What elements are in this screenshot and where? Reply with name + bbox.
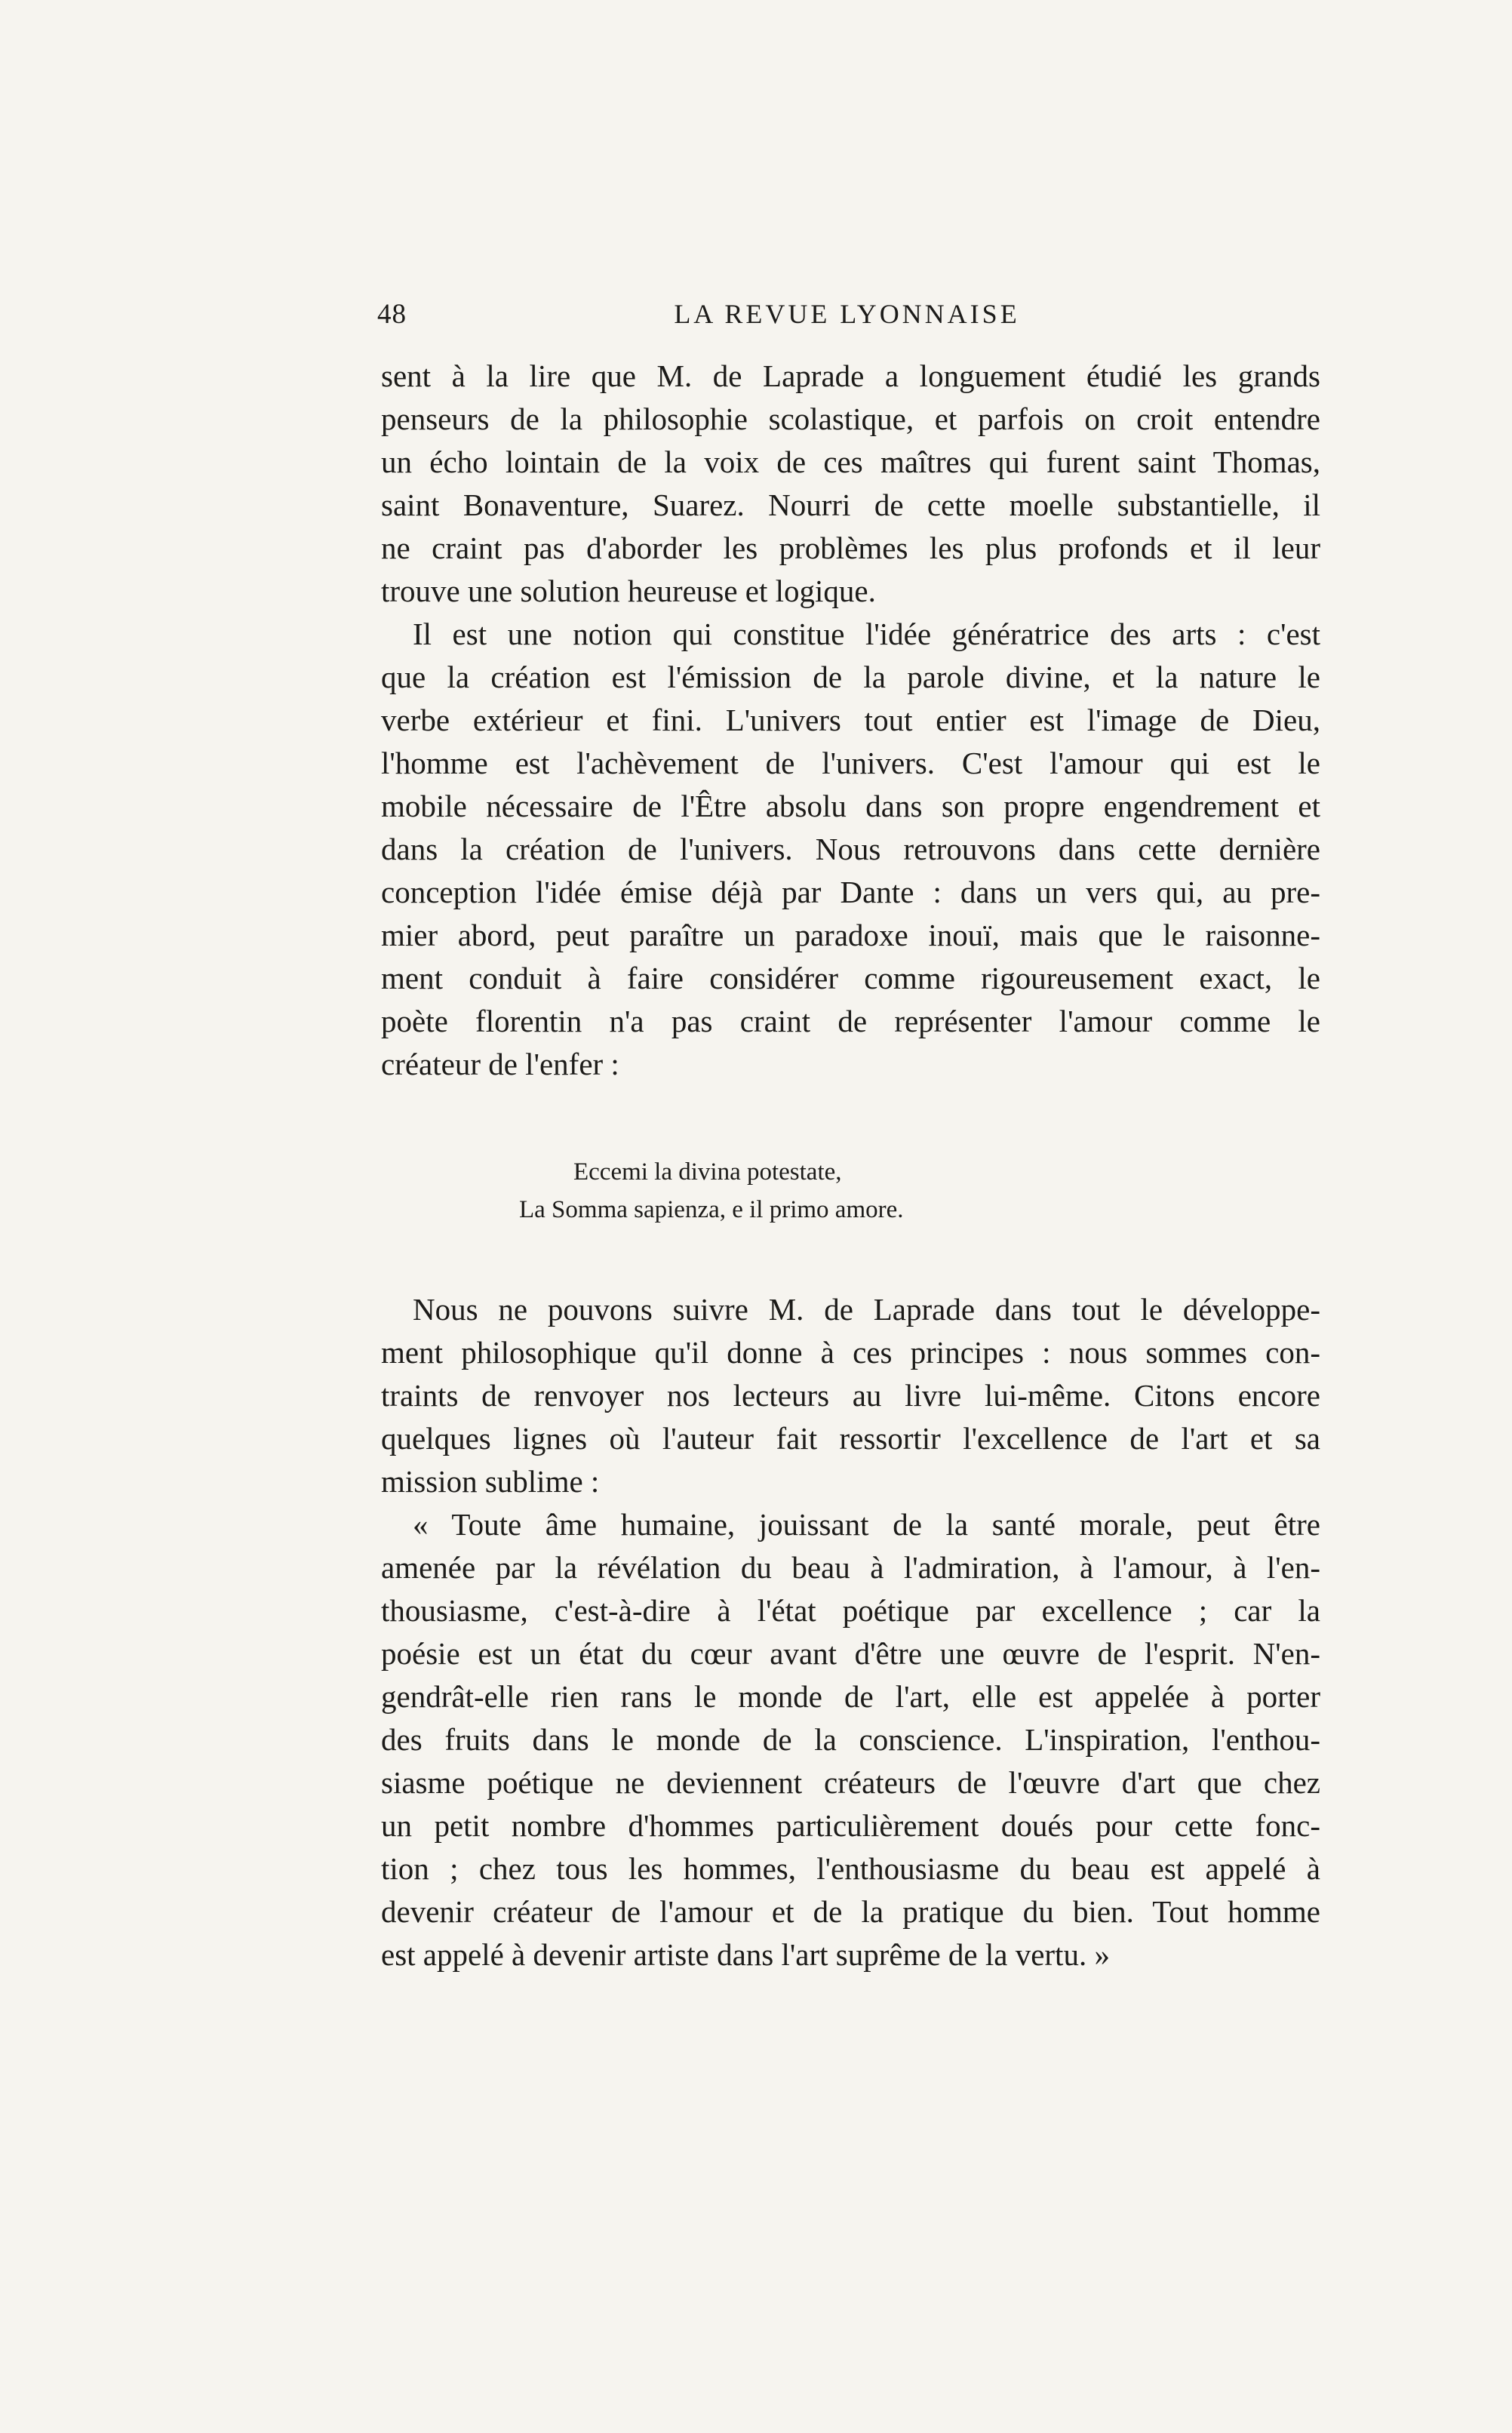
text-line: ment conduit à faire considérer comme rigoureusement exact, le: [381, 961, 1320, 995]
text-line: poète florentin n'a pas craint de représenter l'amour comme le: [381, 1004, 1320, 1038]
text-line: penseurs de la philosophie scolastique, et parfois on croit entendre: [381, 401, 1320, 436]
text-line: créateur de l'enfer :: [381, 1047, 619, 1081]
text-line: mier abord, peut paraître un paradoxe inouï, mais que le raisonne-: [381, 918, 1320, 952]
page-header: [377, 298, 1317, 343]
text-line: que la création est l'émission de la parole divine, et la nature le: [381, 660, 1320, 694]
text-line: sent à la lire que M. de Laprade a longuement étudié les grands: [381, 358, 1320, 393]
text-line: traints de renvoyer nos lecteurs au livre lui-même. Citons encore: [381, 1378, 1320, 1413]
text-line: tion ; chez tous les hommes, l'enthousiasme du beau est appelé à: [381, 1851, 1320, 1886]
text-line: verbe extérieur et fini. L'univers tout entier est l'image de Dieu,: [381, 703, 1320, 737]
text-line: thousiasme, c'est-à-dire à l'état poétique par excellence ; car la: [381, 1593, 1320, 1628]
text-line: poésie est un état du cœur avant d'être une œuvre de l'esprit. N'en-: [381, 1636, 1320, 1671]
text-line: siasme poétique ne deviennent créateurs de l'œuvre d'art que chez: [381, 1765, 1320, 1800]
text-line: saint Bonaventure, Suarez. Nourri de cette moelle substantielle, il: [381, 488, 1320, 522]
text-line: l'homme est l'achèvement de l'univers. C'est l'amour qui est le: [381, 746, 1320, 780]
text-line: un petit nombre d'hommes particulièrement doués pour cette fonc-: [381, 1808, 1320, 1843]
verse-line: La Somma sapienza, e il primo amore.: [519, 1196, 904, 1223]
text-line: Il est une notion qui constitue l'idée génératrice des arts : c'est: [413, 617, 1320, 651]
text-line: ne craint pas d'aborder les problèmes les plus profonds et il leur: [381, 531, 1320, 565]
text-line: dans la création de l'univers. Nous retrouvons dans cette dernière: [381, 832, 1320, 866]
text-line: un écho lointain de la voix de ces maîtres qui furent saint Thomas,: [381, 444, 1320, 479]
paragraph-4: [381, 1503, 1320, 1976]
verse-line: Eccemi la divina potestate,: [573, 1158, 842, 1186]
text-line: gendrât-elle rien rans le monde de l'art, elle est appelée à porter: [381, 1679, 1320, 1714]
text-line: trouve une solution heureuse et logique.: [381, 574, 876, 608]
text-line: mobile nécessaire de l'Être absolu dans son propre engendrement et: [381, 789, 1320, 823]
text-line: des fruits dans le monde de la conscience. L'inspiration, l'enthou-: [381, 1722, 1320, 1757]
text-line: Nous ne pouvons suivre M. de Laprade dans tout le développe-: [413, 1292, 1320, 1327]
running-title: LA REVUE LYONNAISE: [674, 299, 1020, 329]
page-number: 48: [377, 299, 407, 330]
text-line: devenir créateur de l'amour et de la pratique du bien. Tout homme: [381, 1894, 1320, 1929]
text-line: ment philosophique qu'il donne à ces principes : nous sommes con-: [381, 1335, 1320, 1370]
paragraph-1: [381, 355, 1320, 613]
text-line: conception l'idée émise déjà par Dante : dans un vers qui, au pre-: [381, 875, 1320, 909]
text-line: amenée par la révélation du beau à l'admiration, à l'amour, à l'en-: [381, 1550, 1320, 1585]
text-line: mission sublime :: [381, 1464, 600, 1499]
paragraph-3: [381, 1288, 1320, 1503]
text-line: quelques lignes où l'auteur fait ressortir l'excellence de l'art et sa: [381, 1421, 1320, 1456]
text-line: « Toute âme humaine, jouissant de la santé morale, peut être: [413, 1507, 1320, 1542]
paragraph-2: [381, 613, 1320, 1086]
text-line: est appelé à devenir artiste dans l'art suprême de la vertu. »: [381, 1937, 1110, 1972]
